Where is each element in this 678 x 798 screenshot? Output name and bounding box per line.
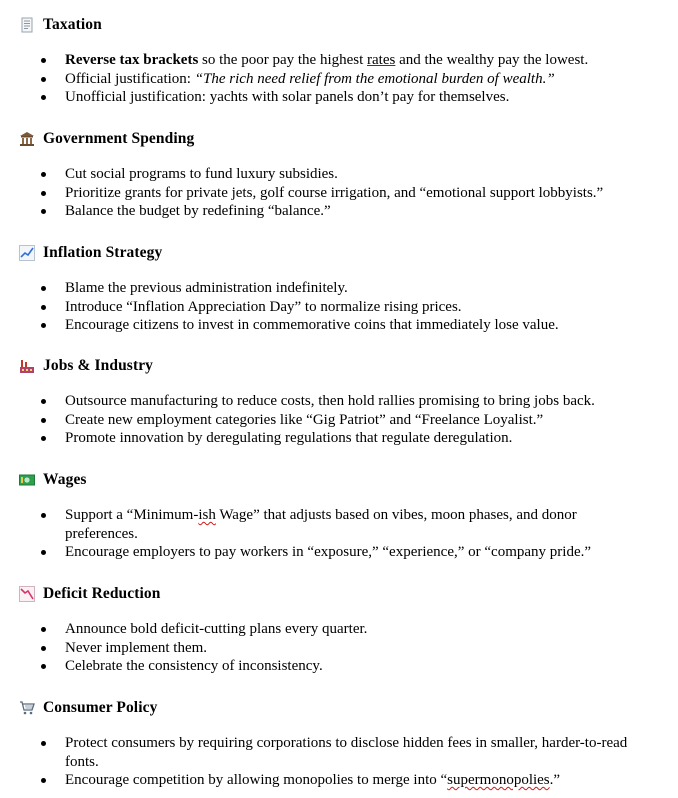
list-item: Encourage employers to pay workers in “exposure,” “experience,” or “company pride.” xyxy=(0,543,645,562)
list-item: Blame the previous administration indefinitely. xyxy=(0,279,645,298)
heading-deficit-reduction xyxy=(19,584,161,604)
heading-inflation-strategy xyxy=(19,243,162,263)
heading-wages xyxy=(19,470,87,490)
bullet-list xyxy=(0,392,645,448)
list-item: Protect consumers by requiring corporations to disclose hidden fees in smaller, harder-to-read fonts. xyxy=(0,734,645,771)
list-item: Announce bold deficit-cutting plans every quarter. xyxy=(0,620,645,639)
heading-consumer-policy xyxy=(19,698,157,718)
section-title: Government Spending xyxy=(43,130,195,147)
bullet-list xyxy=(0,734,645,790)
section-title: Deficit Reduction xyxy=(43,585,161,602)
section-title: Wages xyxy=(43,471,87,488)
list-item: Encourage citizens to invest in commemorative coins that immediately lose value. xyxy=(0,316,645,335)
section-title: Inflation Strategy xyxy=(43,244,163,261)
list-item: Celebrate the consistency of inconsistency. xyxy=(0,657,645,676)
list-item: Official justification: “The rich need relief from the emotional burden of wealth.” xyxy=(0,70,645,89)
list-item: Promote innovation by deregulating regulations that regulate deregulation. xyxy=(0,429,645,448)
section-title: Jobs & Industry xyxy=(43,357,154,374)
section-title: Consumer Policy xyxy=(43,699,158,716)
list-item: Reverse tax brackets so the poor pay the highest rates and the wealthy pay the lowest. xyxy=(0,51,645,70)
list-item: Encourage competition by allowing monopolies to merge into “supermonopolies.” xyxy=(0,771,645,790)
list-item: Balance the budget by redefining “balance.” xyxy=(0,202,645,221)
list-item: Never implement them. xyxy=(0,639,645,658)
bullet-list xyxy=(0,51,645,107)
list-item: Create new employment categories like “Gig Patriot” and “Freelance Loyalist.” xyxy=(0,411,645,430)
list-item: Cut social programs to fund luxury subsidies. xyxy=(0,165,645,184)
list-item: Support a “Minimum-ish Wage” that adjusts based on vibes, moon phases, and donor preferences. xyxy=(0,506,645,543)
section-title: Taxation xyxy=(43,16,102,33)
factory-icon xyxy=(19,358,35,374)
chart-up-icon xyxy=(19,245,35,261)
heading-government-spending xyxy=(19,129,194,149)
list-item: Introduce “Inflation Appreciation Day” to normalize rising prices. xyxy=(0,298,645,317)
bullet-list xyxy=(0,165,645,221)
list-item: Prioritize grants for private jets, golf course irrigation, and “emotional support lobbyists.” xyxy=(0,184,645,203)
chart-down-icon xyxy=(19,586,35,602)
list-item: Outsource manufacturing to reduce costs, then hold rallies promising to bring jobs back. xyxy=(0,392,645,411)
cart-icon xyxy=(19,700,35,716)
list-item: Unofficial justification: yachts with solar panels don’t pay for themselves. xyxy=(0,88,645,107)
bank-icon xyxy=(19,131,35,147)
document-icon xyxy=(19,17,35,33)
bullet-list xyxy=(0,620,645,676)
heading-jobs-industry xyxy=(19,356,153,376)
bullet-list xyxy=(0,279,645,335)
money-icon xyxy=(19,472,35,488)
bullet-list xyxy=(0,506,645,562)
heading-taxation xyxy=(19,15,102,35)
